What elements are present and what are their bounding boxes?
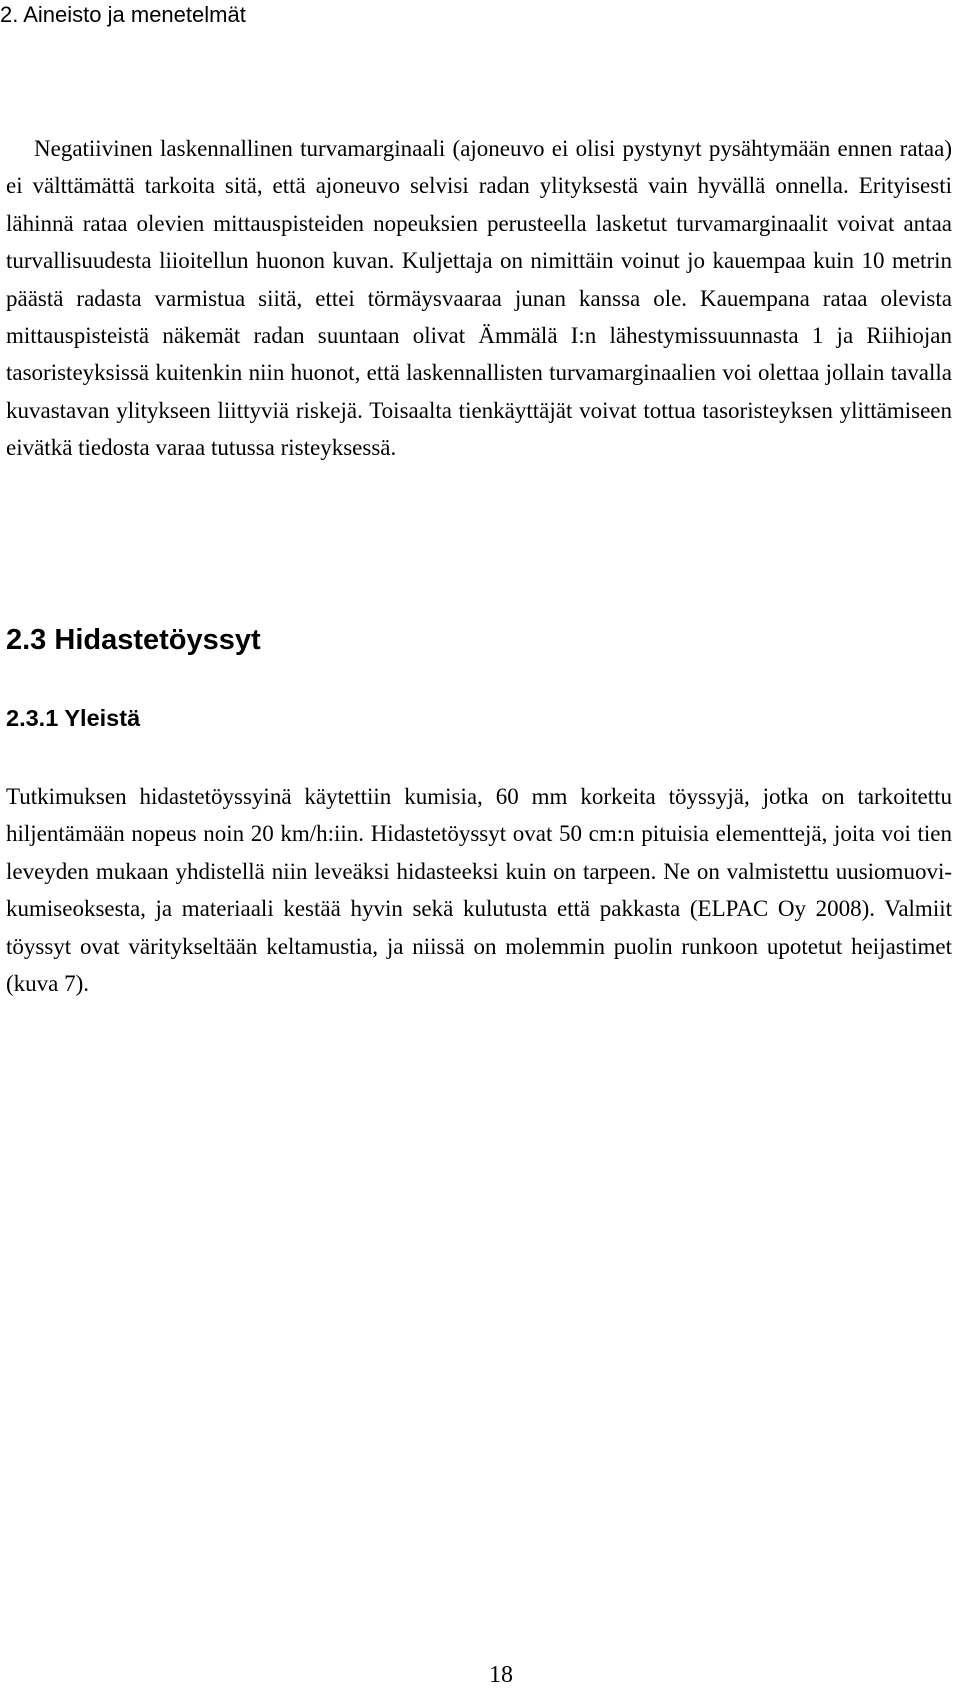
body-paragraph-hidastetoyssyt: Tutkimuksen hidastetöyssyinä käytettiin kumisia, 60 mm korkeita töyssyjä, jotka on tarkoitettu hiljentämään nopeus noin 20 km/h:iin. Hidastetöyssyt ovat 50 cm:n pituisia elementtejä, joita voi tien leveyden mukaan yhdistellä niin leveäksi hidasteeksi kuin on tarpeen. Ne on valmistettu uusiomuovi-kumiseoksesta, ja materiaali kestää hyvin sekä kulutusta että pakkasta (ELPAC Oy 2008). Valmiit töyssyt ovat väritykseltään keltamustia, ja niissä on molemmin puolin runkoon upotetut heijastimet (kuva 7).	[6, 784, 952, 997]
running-header: 2. Aineisto ja menetelmät	[0, 2, 246, 27]
section-heading: 2.3 Hidastetöyssyt	[6, 624, 261, 656]
page-number-text: 18	[489, 1662, 513, 1688]
page-number	[0, 1660, 960, 1690]
subsection-heading: 2.3.1 Yleistä	[6, 705, 141, 731]
body-paragraph-turvamarginaali: Negatiivinen laskennallinen turvamarginaali (ajoneuvo ei olisi pystynyt pysähtymään ennen rataa) ei välttämättä tarkoita sitä, että ajoneuvo selvisi radan ylityksestä vain hyvällä onnella. Erityisesti lähinnä rataa olevien mittauspisteiden nopeuksien perusteella lasketut turvamarginaalit voivat antaa turvallisuudesta liioitellun huonon kuvan. Kuljettaja on nimittäin voinut jo kauempaa kuin 10 metrin päästä radasta varmistua siitä, ettei törmäysvaaraa junan kanssa ole. Kauempana rataa olevista mittauspisteistä näkemät radan suuntaan olivat Ämmälä I:n lähestymissuunnasta 1 ja Riihiojan tasoristeyksissä kuitenkin niin huonot, että laskennallisten turvamarginaalien voi olettaa jollain tavalla kuvastavan ylitykseen liittyviä riskejä. Toisaalta tienkäyttäjät voivat tottua tasoristeyksen ylittämiseen eivätkä tiedosta varaa tutussa risteyksessä.	[6, 136, 952, 461]
